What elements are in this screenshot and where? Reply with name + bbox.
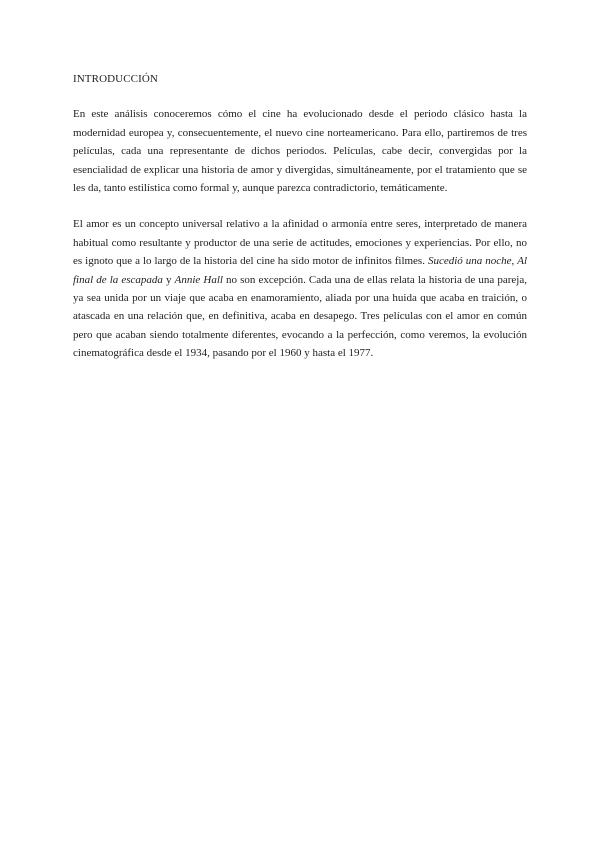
paragraph-text: , [511,255,518,268]
film-title-annie-hall: Annie Hall [174,273,223,286]
film-title-sucedio-una-noche: Sucedió una noche [427,255,512,268]
paragraph-text: El amor es un concepto universal relativo a la afinidad o armonía entre seres, interpretado de manera habitual como resultante y productor de una serie de actitudes, emociones y experiencias. Por ello, no es ignoto que a lo largo de la historia del cine ha sido motor de infinitos filmes. [73,218,527,268]
document-body [73,70,527,381]
section-heading: INTRODUCCIÓN [73,73,158,85]
paragraph-text: no son excepción. Cada una de ellas relata la historia de una pareja, ya sea unida por un viaje que acaba en enamoramiento, aliada por una huida que acaba en traición, o atascada en una relación que, en definitiva, acaba en desapego. Tres películas con el amor en común pero que acaban siendo totalmente diferentes, evocando a la perfección, como veremos, la evolución cinematográfica desde el 1934, pasando por el 1960 y hasta el 1977. [73,273,528,360]
paragraph-text: y [162,273,175,286]
film-title-al-final-de-la-escapada: Al final de la escapada [73,255,528,286]
paragraph-love-concept [73,215,527,362]
paragraph-intro-analysis: En este análisis conoceremos cómo el cine ha evolucionado desde el periodo clásico hasta la modernidad europea y, consecuentemente, el nuevo cine norteamericano. Para ello, partiremos de tres películas, cada una representante de dichos periodos. Películas, cabe decir, convergidas por la esencialidad de explicar una historia de amor y divergidas, simultáneamente, por el tratamiento que se les da, tanto estilística como formal y, aunque parezca contradictorio, temáticamente. [73,108,527,195]
